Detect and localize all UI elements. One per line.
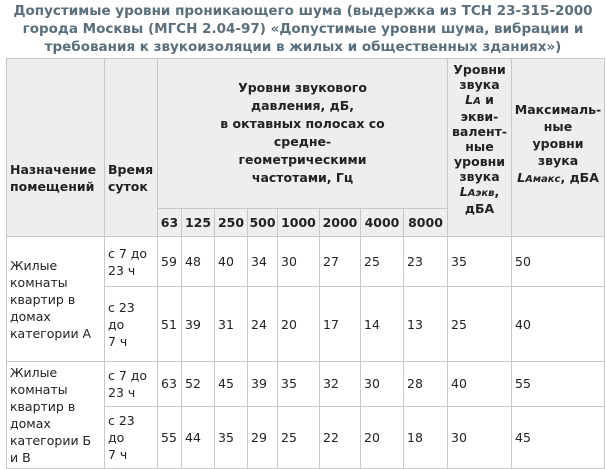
freq-header: 500 bbox=[248, 209, 278, 237]
value-cell: 31 bbox=[215, 287, 248, 362]
noise-levels-table bbox=[6, 58, 605, 469]
value-cell: 25 bbox=[361, 237, 404, 287]
value-cell: 14 bbox=[361, 287, 404, 362]
time-cell: с 7 до 23 ч bbox=[105, 237, 158, 287]
table-row bbox=[7, 362, 605, 407]
header-la-max: Максималь- ные уровни звука LAмакс, дБА bbox=[512, 59, 605, 237]
value-cell: 63 bbox=[158, 362, 182, 407]
value-cell: 27 bbox=[320, 237, 361, 287]
value-cell: 44 bbox=[182, 406, 215, 468]
value-cell: 32 bbox=[320, 362, 361, 407]
freq-header: 8000 bbox=[404, 209, 448, 237]
title-line-2: города Москвы (МГСН 2.04-97) «Допустимые уровни шума, вибрации и bbox=[22, 21, 584, 37]
la-value-cell: 35 bbox=[448, 237, 512, 287]
value-cell: 34 bbox=[248, 237, 278, 287]
value-cell: 30 bbox=[361, 362, 404, 407]
value-cell: 35 bbox=[215, 406, 248, 468]
freq-header: 2000 bbox=[320, 209, 361, 237]
time-cell: с 23 до 7 ч bbox=[105, 287, 158, 362]
header-la-equivalent: Уровни звука LA и экви- валент- ные уровни звука LAэкв, дБА bbox=[448, 59, 512, 237]
freq-header: 250 bbox=[215, 209, 248, 237]
value-cell: 29 bbox=[248, 406, 278, 468]
la-value-cell: 30 bbox=[448, 406, 512, 468]
value-cell: 45 bbox=[215, 362, 248, 407]
lmax-value-cell: 40 bbox=[512, 287, 605, 362]
freq-header: 63 bbox=[158, 209, 182, 237]
value-cell: 20 bbox=[361, 406, 404, 468]
value-cell: 59 bbox=[158, 237, 182, 287]
value-cell: 28 bbox=[404, 362, 448, 407]
table-row bbox=[7, 237, 605, 287]
value-cell: 39 bbox=[182, 287, 215, 362]
freq-header: 4000 bbox=[361, 209, 404, 237]
la-value-cell: 40 bbox=[448, 362, 512, 407]
value-cell: 13 bbox=[404, 287, 448, 362]
page-title bbox=[0, 2, 606, 56]
value-cell: 30 bbox=[278, 237, 320, 287]
value-cell: 52 bbox=[182, 362, 215, 407]
room-purpose-cell: Жилые комнаты квартир в домах категории Б и В bbox=[7, 362, 105, 469]
value-cell: 24 bbox=[248, 287, 278, 362]
header-octave-bands: Уровни звукового давления, дБ, в октавных полосах со средне- геометрическими частотами, Гц bbox=[158, 59, 448, 209]
value-cell: 20 bbox=[278, 287, 320, 362]
value-cell: 22 bbox=[320, 406, 361, 468]
value-cell: 39 bbox=[248, 362, 278, 407]
value-cell: 25 bbox=[278, 406, 320, 468]
freq-header: 1000 bbox=[278, 209, 320, 237]
time-cell: с 7 до 23 ч bbox=[105, 362, 158, 407]
value-cell: 17 bbox=[320, 287, 361, 362]
lmax-value-cell: 45 bbox=[512, 406, 605, 468]
room-purpose-cell: Жилые комнаты квартир в домах категории А bbox=[7, 237, 105, 362]
lmax-value-cell: 55 bbox=[512, 362, 605, 407]
title-line-1: Допустимые уровни проникающего шума (выдержка из ТСН 23-315-2000 bbox=[13, 3, 593, 19]
header-time: Время суток bbox=[105, 59, 158, 237]
header-purpose: Назначение помещений bbox=[7, 59, 105, 237]
title-line-3: требования к звукоизоляции в жилых и общественных зданиях») bbox=[44, 39, 562, 55]
value-cell: 35 bbox=[278, 362, 320, 407]
value-cell: 55 bbox=[158, 406, 182, 468]
value-cell: 51 bbox=[158, 287, 182, 362]
value-cell: 23 bbox=[404, 237, 448, 287]
value-cell: 48 bbox=[182, 237, 215, 287]
freq-header: 125 bbox=[182, 209, 215, 237]
value-cell: 18 bbox=[404, 406, 448, 468]
time-cell: с 23 до 7 ч bbox=[105, 406, 158, 468]
value-cell: 40 bbox=[215, 237, 248, 287]
lmax-value-cell: 50 bbox=[512, 237, 605, 287]
la-value-cell: 25 bbox=[448, 287, 512, 362]
